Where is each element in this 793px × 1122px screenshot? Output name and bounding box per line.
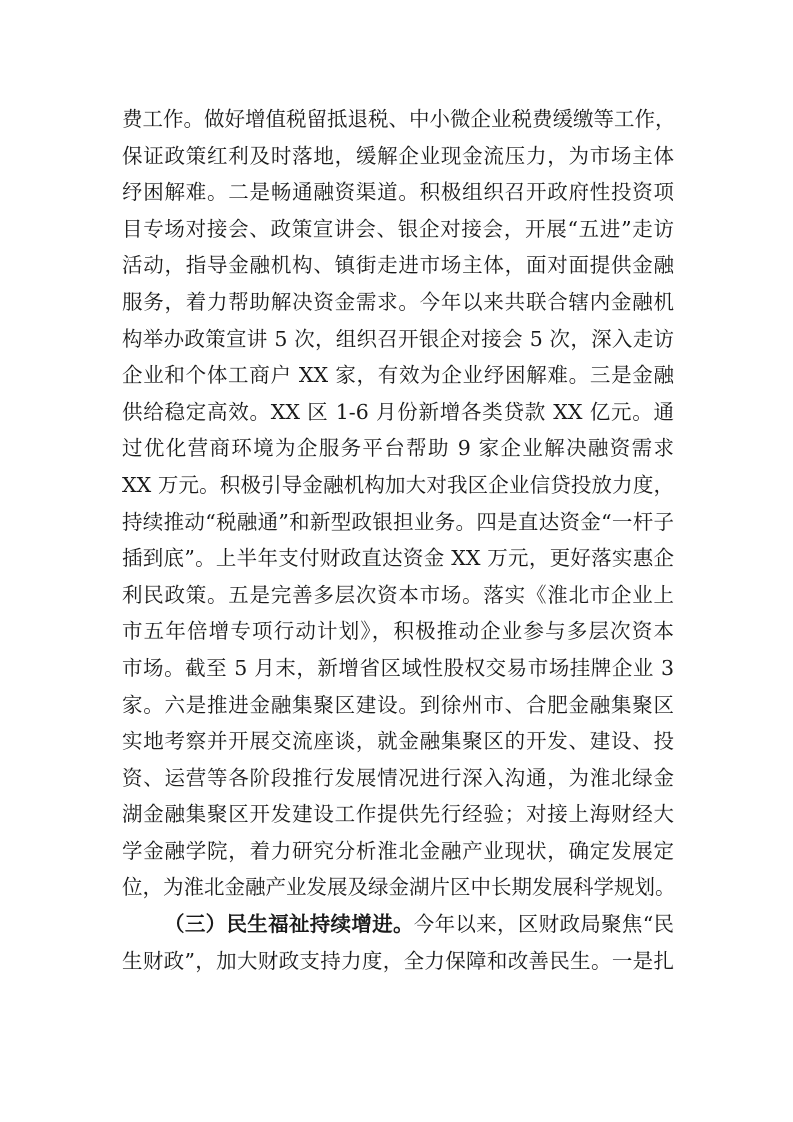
text-line: 构举办政策宣讲 5 次，组织召开银企对接会 5 次，深入走访 (122, 326, 674, 351)
section-3-text: 今年以来，区财政局聚焦“民 (413, 912, 675, 937)
text-line: 纾困解难。二是畅通融资渠道。积极组织召开政府性投资项 (122, 180, 674, 205)
text-line: 生财政”，加大财政支持力度，全力保障和改善民生。一是扎 (122, 948, 674, 973)
body-text (122, 101, 674, 979)
text-line: 学金融学院，着力研究分析淮北金融产业现状，确定发展定 (122, 838, 674, 863)
text-line: 市场。截至 5 月末，新增省区域性股权交易市场挂牌企业 3 (122, 655, 674, 680)
text-line: 资、运营等各阶段推行发展情况进行深入沟通，为淮北绿金 (122, 765, 674, 790)
section-3-heading: （三）民生福祉持续增进。 (164, 912, 414, 937)
text-line: 实地考察并开展交流座谈，就金融集聚区的开发、建设、投 (122, 729, 674, 754)
text-line: 目专场对接会、政策宣讲会、银企对接会，开展“五进”走访 (122, 216, 674, 241)
text-line: 位，为淮北金融产业发展及绿金湖片区中长期发展科学规划。 (122, 875, 676, 900)
text-line: 过优化营商环境为企服务平台帮助 9 家企业解决融资需求 (122, 436, 674, 461)
text-line: 供给稳定高效。XX 区 1-6 月份新增各类贷款 XX 亿元。通 (122, 399, 674, 424)
text-line: 服务，着力帮助解决资金需求。今年以来共联合辖内金融机 (122, 289, 674, 314)
text-line: XX 万元。积极引导金融机构加大对我区企业信贷投放力度， (122, 472, 674, 497)
text-line: 湖金融集聚区开发建设工作提供先行经验；对接上海财经大 (122, 802, 674, 827)
text-line: 保证政策红利及时落地，缓解企业现金流压力，为市场主体 (122, 143, 674, 168)
section-3-first-line (122, 906, 674, 943)
text-line: 企业和个体工商户 XX 家，有效为企业纾困解难。三是金融 (122, 363, 674, 388)
text-line: 活动，指导金融机构、镇街走进市场主体，面对面提供金融 (122, 253, 674, 278)
text-line: 家。六是推进金融集聚区建设。到徐州市、合肥金融集聚区 (122, 692, 674, 717)
text-line: 持续推动“税融通”和新型政银担业务。四是直达资金“一杆子 (122, 509, 674, 534)
text-line: 利民政策。五是完善多层次资本市场。落实《淮北市企业上 (122, 582, 674, 607)
text-line: 市五年倍增专项行动计划》，积极推动企业参与多层次资本 (122, 619, 674, 644)
text-line: 插到底”。上半年支付财政直达资金 XX 万元，更好落实惠企 (122, 546, 674, 571)
text-line: 费工作。做好增值税留抵退税、中小微企业税费缓缴等工作， (122, 107, 676, 131)
